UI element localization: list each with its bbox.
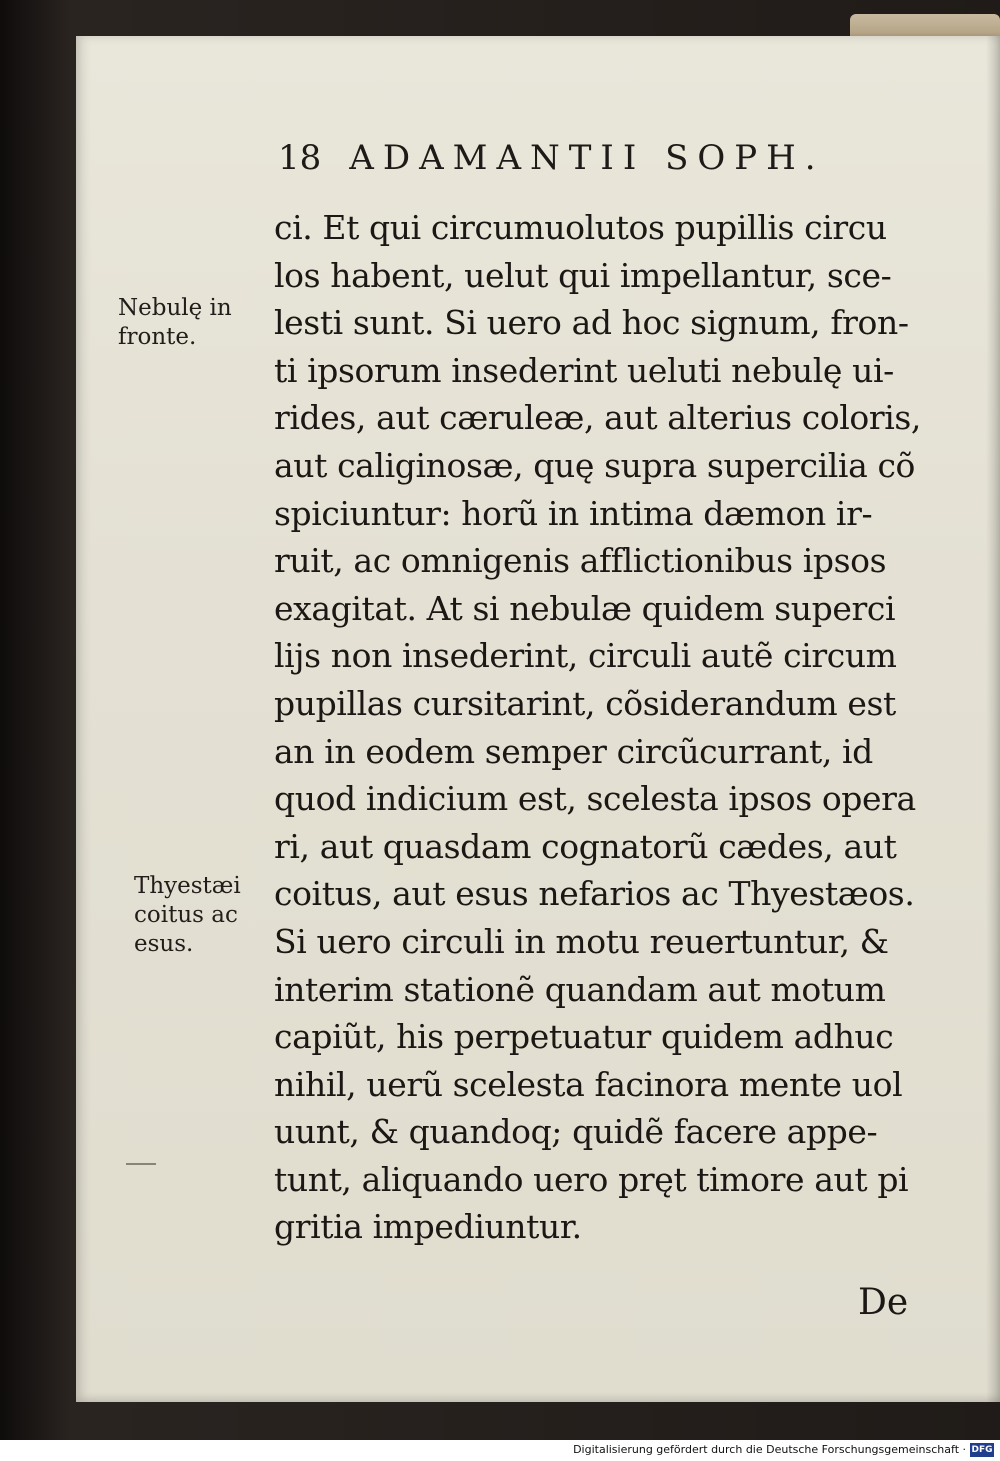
text-line: coitus, aut esus nefarios ac Thyestæos. bbox=[274, 874, 915, 914]
text-line: nihil, uerũ scelesta facinora mente uol bbox=[274, 1064, 903, 1104]
marginal-note-thyestaei bbox=[134, 872, 241, 959]
marginal-line: Nebulę in bbox=[118, 295, 232, 321]
book-page bbox=[76, 36, 1000, 1402]
marginal-line: coitus ac bbox=[134, 902, 238, 928]
page-number: 18 bbox=[278, 138, 322, 178]
text-line: exagitat. At si nebulæ quidem superci bbox=[274, 588, 896, 628]
text-line: capiũt, his perpetuatur quidem adhuc bbox=[274, 1017, 894, 1057]
catchword: De bbox=[858, 1282, 909, 1323]
text-line: los habent, uelut qui impellantur, sce- bbox=[274, 255, 892, 295]
text-line: ti ipsorum insederint ueluti nebulę ui- bbox=[274, 350, 894, 390]
footer-strip bbox=[0, 1440, 1000, 1461]
text-line: uunt, & quandoq; quidẽ facere appe- bbox=[274, 1112, 878, 1152]
text-line: aut caliginosæ, quę supra supercilia cõ bbox=[274, 445, 916, 485]
marginal-line: Thyestæi bbox=[134, 873, 241, 899]
text-line: Si uero circuli in motu reuertuntur, & bbox=[274, 921, 889, 961]
text-line: ri, aut quasdam cognatorũ cædes, aut bbox=[274, 826, 897, 866]
text-line: spiciuntur: horũ in intima dæmon ir- bbox=[274, 493, 873, 533]
text-line: tunt, aliquando uero pręt timore aut pi bbox=[274, 1159, 909, 1199]
text-line: ruit, ac omnigenis afflictionibus ipsos bbox=[274, 541, 887, 581]
running-head bbox=[278, 138, 838, 178]
text-line: lijs non insederint, circuli autẽ circum bbox=[274, 636, 897, 676]
text-line: pupillas cursitarint, cõsiderandum est bbox=[274, 683, 896, 723]
text-line: rides, aut cæruleæ, aut alterius coloris, bbox=[274, 398, 922, 438]
text-line: an in eodem semper circũcurrant, id bbox=[274, 731, 873, 771]
text-line: gritia impediuntur. bbox=[274, 1207, 582, 1247]
text-line: quod indicium est, scelesta ipsos opera bbox=[274, 779, 916, 819]
marginal-line: fronte. bbox=[118, 324, 197, 350]
running-title: ADAMANTII SOPH. bbox=[349, 138, 825, 178]
text-line: ci. Et qui circumuolutos pupillis circu bbox=[274, 208, 887, 247]
text-line: interim stationẽ quandam aut motum bbox=[274, 969, 886, 1009]
marginal-note-nebulae bbox=[118, 294, 232, 352]
page-shadow bbox=[986, 36, 1000, 1402]
dfg-logo-icon: DFG bbox=[971, 1445, 993, 1455]
marginal-line: esus. bbox=[134, 931, 194, 957]
footer-credit: Digitalisierung gefördert durch die Deutsche Forschungsgemeinschaft · bbox=[573, 1443, 966, 1456]
body-text bbox=[274, 204, 944, 1251]
text-line: lesti sunt. Si uero ad hoc signum, fron- bbox=[274, 303, 909, 343]
stray-mark bbox=[126, 1163, 156, 1165]
